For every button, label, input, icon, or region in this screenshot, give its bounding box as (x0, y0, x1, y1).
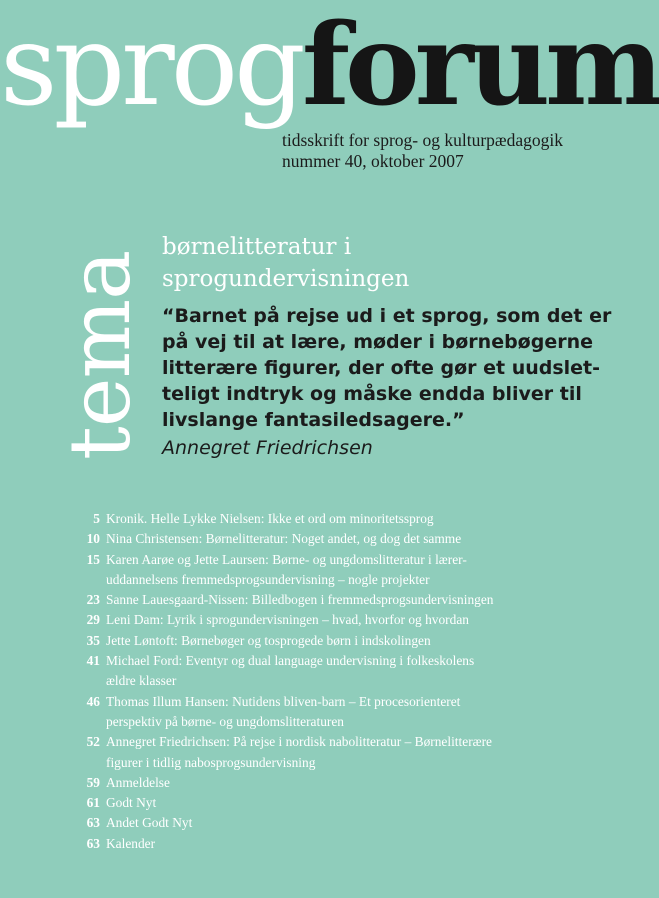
masthead-light: sprog (0, 1, 302, 131)
toc-title (106, 610, 595, 630)
toc-entry (70, 529, 595, 549)
toc-line: Godt Nyt (106, 795, 157, 811)
theme-title-line: børnelitteratur i (162, 234, 352, 260)
toc-title (106, 631, 595, 651)
toc-entry (70, 793, 595, 813)
toc-title (106, 692, 595, 733)
quote (162, 303, 612, 433)
toc-line: ældre klasser (106, 673, 177, 689)
toc-page-number: 41 (86, 653, 100, 669)
toc-page-number: 61 (86, 795, 100, 811)
toc-title (106, 529, 595, 549)
toc-page-number: 35 (86, 632, 100, 648)
toc-title (106, 509, 595, 529)
toc-page-number: 29 (86, 612, 100, 628)
toc-entry (70, 610, 595, 630)
toc-title (106, 813, 595, 833)
toc-line: Annegret Friedrichsen: På rejse i nordisk nabolitteratur – Børnelitterære (106, 734, 492, 750)
theme-label: tema (51, 250, 149, 460)
toc-title (106, 651, 595, 692)
toc-line: Michael Ford: Eventyr og dual language undervisning i folkeskolens (106, 653, 475, 669)
toc-title (106, 793, 595, 813)
issue-info: nummer 40, oktober 2007 (282, 151, 464, 171)
toc-entry (70, 590, 595, 610)
toc-entry (70, 550, 595, 591)
toc-page-number: 52 (86, 734, 100, 750)
quote-line: på vej til at lære, møder i børnebøgerne (162, 331, 593, 353)
toc-line: perspektiv på børne- og ungdomslitteraturen (106, 713, 344, 729)
toc-entry (70, 834, 595, 854)
toc-title (106, 590, 595, 610)
toc-line: Sanne Lauesgaard-Nissen: Billedbogen i fremmedsprogsundervisningen (106, 592, 494, 608)
toc-entry (70, 509, 595, 529)
quote-author: Annegret Friedrichsen (162, 437, 373, 459)
toc-page-number: 10 (86, 531, 100, 547)
toc-title (106, 550, 595, 591)
theme-title (162, 231, 409, 295)
toc-line: Karen Aarøe og Jette Laursen: Børne- og ungdomslitteratur i lærer- (106, 551, 467, 567)
toc-line: uddannelsens fremmedsprogsundervisning – nogle projekter (106, 571, 430, 587)
toc-line: Nina Christensen: Børnelitteratur: Noget andet, og dog det samme (106, 531, 462, 547)
toc-page-number: 63 (86, 815, 100, 831)
toc-page-number: 46 (86, 693, 100, 709)
quote-line: “Barnet på rejse ud i et sprog, som det er (162, 305, 612, 327)
subtitle-tagline: tidsskrift for sprog- og kulturpædagogik (282, 130, 563, 150)
toc-line: Anmeldelse (106, 774, 170, 790)
toc-page-number: 59 (86, 774, 100, 790)
toc-line: Kronik. Helle Lykke Nielsen: Ikke et ord om minoritetssprog (106, 511, 434, 526)
toc-line: Kalender (106, 835, 156, 851)
toc-entry (70, 651, 595, 692)
toc-page-number: 63 (86, 835, 100, 851)
toc-entry (70, 773, 595, 793)
toc-title (106, 732, 595, 773)
subtitle (282, 130, 563, 172)
toc-line: Jette Løntoft: Børnebøger og tosprogede børn i indskolingen (106, 632, 431, 648)
table-of-contents (70, 509, 595, 854)
toc-entry (70, 631, 595, 651)
toc-title (106, 773, 595, 793)
toc-line: Thomas Illum Hansen: Nutidens bliven-barn – Et procesorienteret (106, 693, 461, 709)
quote-line: teligt indtryk og måske endda bliver til (162, 383, 582, 405)
toc-title (106, 834, 595, 854)
toc-page-number: 5 (93, 511, 100, 526)
toc-page-number: 23 (86, 592, 100, 608)
toc-entry (70, 692, 595, 733)
quote-line: livslange fantasiledsagere.” (162, 409, 465, 431)
toc-line: figurer i tidlig nabosprogsundervisning (106, 754, 316, 770)
toc-entry (70, 813, 595, 833)
masthead-bold: forum (301, 0, 659, 131)
toc-entry (70, 732, 595, 773)
theme-title-line: sprogundervisningen (162, 266, 410, 292)
toc-line: Leni Dam: Lyrik i sprogundervisningen – hvad, hvorfor og hvordan (106, 612, 469, 628)
toc-page-number: 15 (86, 551, 100, 567)
masthead (0, 0, 659, 131)
toc-line: Andet Godt Nyt (106, 815, 193, 831)
quote-line: litterære figurer, der ofte gør et uudslet- (162, 357, 601, 379)
